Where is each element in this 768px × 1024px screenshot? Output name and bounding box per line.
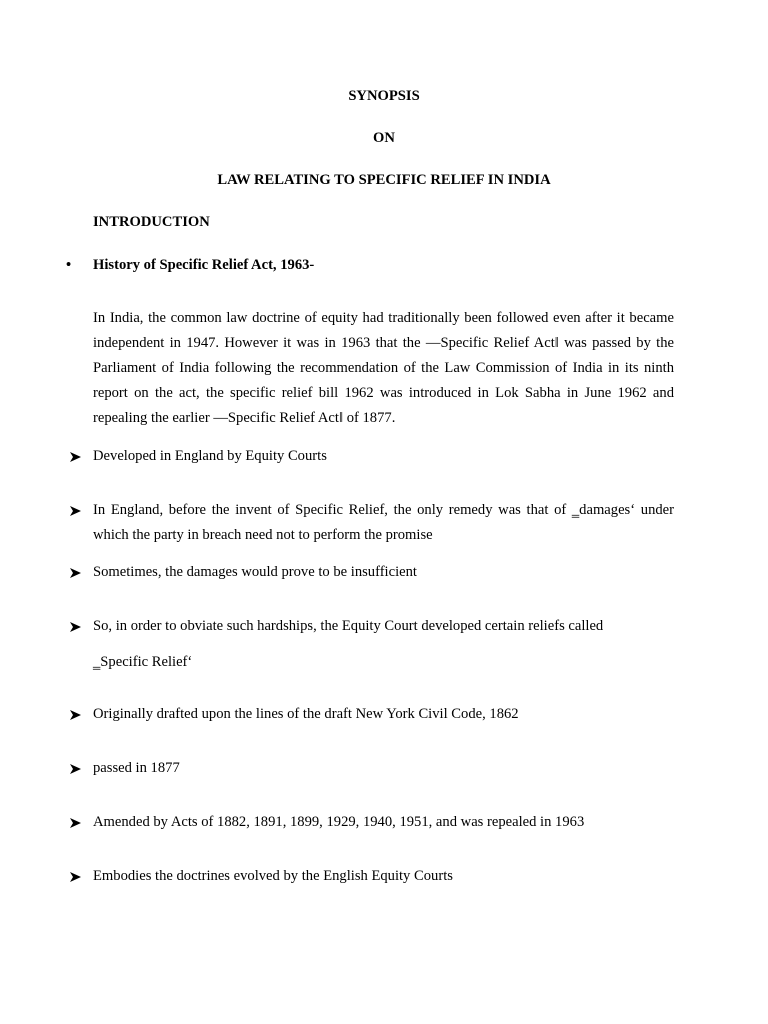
arrow-bullet-icon [70,759,84,774]
list-item: So, in order to obviate such hardships, the Equity Court developed certain reliefs called [93,618,604,634]
section-heading-introduction: INTRODUCTION [93,214,210,230]
arrow-bullet-icon [70,501,84,516]
arrow-bullet-icon [70,867,84,882]
list-item: In England, before the invent of Specific Relief, the only remedy was that of ‗damages‘ under which the party in breach need not to perform the promise [93,502,674,543]
list-item: Originally drafted upon the lines of the draft New York Civil Code, 1862 [93,706,519,722]
intro-paragraph: In India, the common law doctrine of equity had traditionally been followed even after it became independent in 1947. However it was in 1963 that the —Specific Relief Act‖ was passed by the Parliament of India following the recommendation of the Law Commission of India in its ninth report on the act, the specific relief bill 1962 was introduced in Lok Sabha in June 1962 and repealing the earlier —Specific Relief Act‖ of 1877. [93,310,674,426]
list-item: Embodies the doctrines evolved by the English Equity Courts [93,868,453,884]
arrow-bullet-icon [70,563,84,578]
arrow-bullet-icon [70,813,84,828]
list-item: passed in 1877 [93,760,180,776]
document-subtitle: ON [373,130,395,146]
history-heading: History of Specific Relief Act, 1963- [93,257,315,273]
list-item: Amended by Acts of 1882, 1891, 1899, 1929, 1940, 1951, and was repealed in 1963 [93,814,585,830]
arrow-bullet-icon [70,705,84,720]
arrow-bullet-icon [70,447,84,462]
list-item: Developed in England by Equity Courts [93,448,327,464]
list-item: Sometimes, the damages would prove to be insufficient [93,564,417,580]
document-title: SYNOPSIS [348,88,420,104]
arrow-bullet-icon [70,617,84,632]
bullet-dot-icon: • [66,257,72,273]
document-main-title: LAW RELATING TO SPECIFIC RELIEF IN INDIA [217,172,551,188]
list-item-continuation: ‗Specific Relief‘ [93,654,193,670]
